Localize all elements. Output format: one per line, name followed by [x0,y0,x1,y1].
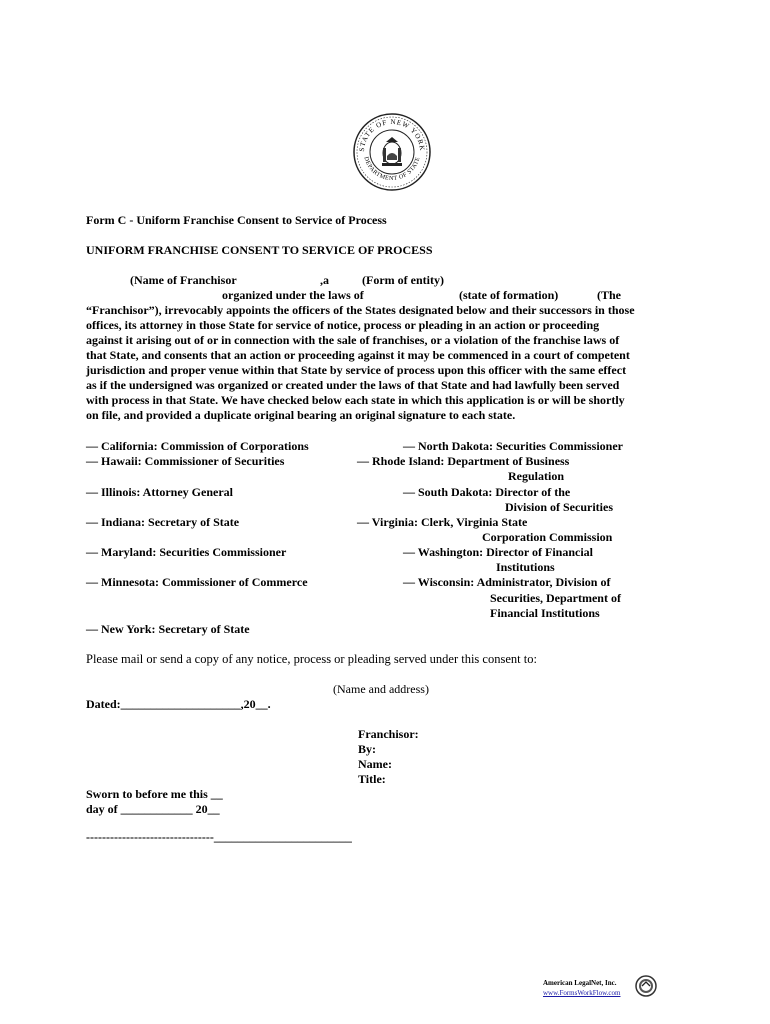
seal-top-text: STATE OF NEW YORK [357,117,427,152]
footer-badge [540,973,658,1001]
state-item-continuation: Regulation [508,469,565,483]
state-item-continuation: Division of Securities [505,500,613,514]
company-logo-icon [635,975,657,997]
state-item-continuation: Securities, Department of [490,591,621,605]
state-item-washington[interactable]: — Washington: Director of Financial [403,545,594,559]
state-item-north-dakota[interactable]: — North Dakota: Securities Commissioner [403,439,623,453]
notary-signature-line: --------------------------------_______________________ [86,830,352,844]
state-item-rhode-island[interactable]: — Rhode Island: Department of Business [357,454,570,468]
state-item-illinois[interactable]: — Illinois: Attorney General [86,485,233,499]
state-item-south-dakota[interactable]: — South Dakota: Director of the [403,485,571,499]
state-item-continuation: Institutions [496,560,555,574]
sworn-line-2[interactable]: day of ____________ 20__ [86,802,220,816]
state-item-indiana[interactable]: — Indiana: Secretary of State [86,515,240,529]
organized-text: organized under the laws of [222,288,364,302]
state-item-hawaii[interactable]: — Hawaii: Commissioner of Securities [86,454,285,468]
state-item-continuation: Financial Institutions [490,606,600,620]
mail-instruction: Please mail or send a copy of any notice, process or pleading served under this consent to: [86,652,537,666]
franchisor-name-field: (Name of Franchisor [130,273,237,287]
paragraph-line: offices, its attorney in those State for service of notice, process or pleading in an action or proceeding [86,318,600,332]
franchisor-label: Franchisor: [358,727,419,741]
state-item-virginia[interactable]: — Virginia: Clerk, Virginia State [357,515,528,529]
the-open-text: (The [597,288,621,302]
paragraph-line: with process in that State. We have checked below each state in which this application is or will be shortly [86,393,625,407]
state-formation-field: (state of formation) [459,288,559,302]
dated-field[interactable]: Dated:____________________,20__. [86,697,271,711]
name-address-label: (Name and address) [333,682,429,696]
paragraph-line: jurisdiction and proper venue within that State by service of process upon this officer with the same effect [86,363,627,377]
by-label: By: [358,742,376,756]
state-item-wisconsin[interactable]: — Wisconsin: Administrator, Division of [403,575,611,589]
state-item-minnesota[interactable]: — Minnesota: Commissioner of Commerce [86,575,308,589]
paragraph-line: as if the undersigned was organized or created under the laws of that State and had lawfully been served [86,378,620,392]
state-item-california[interactable]: — California: Commission of Corporations [86,439,309,453]
state-item-new-york[interactable]: — New York: Secretary of State [86,622,250,636]
entity-form-field: (Form of entity) [362,273,444,287]
state-seal [352,112,432,192]
state-item-maryland[interactable]: — Maryland: Securities Commissioner [86,545,287,559]
sworn-line-1: Sworn to before me this __ [86,787,223,801]
form-title: Form C - Uniform Franchise Consent to Service of Process [86,213,387,227]
paragraph-line: on file, and provided a duplicate original bearing an original signature to each state. [86,408,516,422]
name-label: Name: [358,757,392,771]
paragraph-line: “Franchisor”), irrevocably appoints the officers of the States designated below and their successors in those [86,303,635,317]
paragraph-line: against it arising out of or in connection with the sale of franchises, or a violation of the franchise laws of [86,333,620,347]
state-item-continuation: Corporation Commission [482,530,613,544]
main-heading: UNIFORM FRANCHISE CONSENT TO SERVICE OF PROCESS [86,243,433,257]
seal-bottom-text: DEPARTMENT OF STATE [362,156,422,183]
footer-url-link[interactable]: www.FormsWorkFlow.com [543,989,621,997]
consent-paragraph [86,303,686,423]
title-label: Title: [358,772,386,786]
paragraph-line: that State, and consents that an action or proceeding against it may be commenced in a court of competent [86,348,630,362]
comma-a-text: ,a [320,273,329,287]
footer-company: American LegalNet, Inc. [543,979,617,987]
